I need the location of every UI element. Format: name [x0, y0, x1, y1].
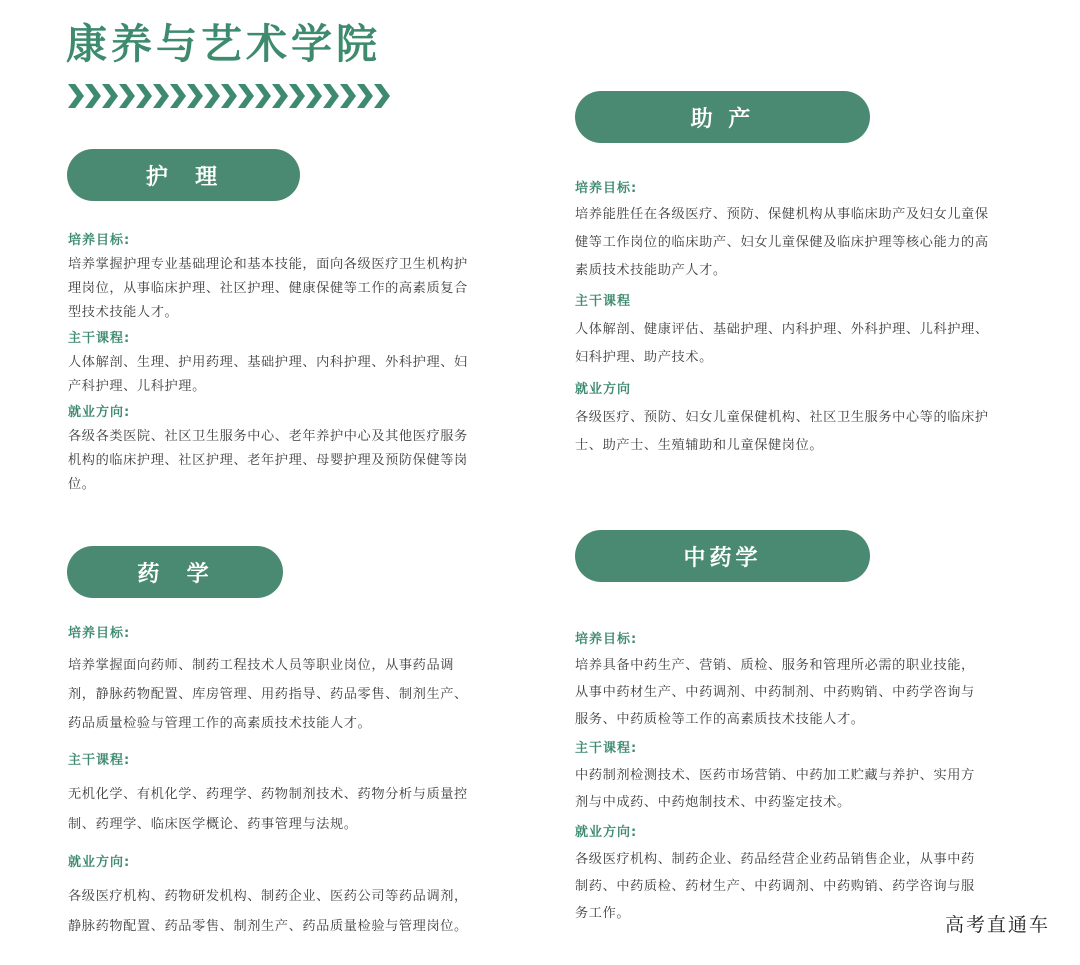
- courses-label: 主干课程:: [68, 331, 131, 346]
- career-label: 就业方向:: [575, 825, 638, 840]
- courses-label: 主干课程:: [575, 741, 638, 756]
- goal-label: 培养目标:: [575, 632, 638, 647]
- goal-text: 培养掌握面向药师、制药工程技术人员等职业岗位，从事药品调剂，静脉药物配置、库房管理、用药指导、药品零售、制剂生产、药品质量检验与管理工作的高素质技术技能人才。: [68, 658, 468, 731]
- watermark-text: 高考直通车: [944, 914, 1050, 936]
- program-name: 中药学: [683, 545, 762, 571]
- courses-text: 人体解剖、健康评估、基础护理、内科护理、外科护理、儿科护理、妇科护理、助产技术。: [575, 322, 989, 365]
- goal-text: 培养掌握护理专业基础理论和基本技能，面向各级医疗卫生机构护理岗位，从事临床护理、社区护理、健康保健等工作的高素质复合型技术技能人才。: [68, 257, 468, 320]
- career-label: 就业方向:: [68, 405, 131, 420]
- program-header-tcm-pharmacy: [575, 530, 870, 582]
- courses-label: 主干课程: [575, 294, 632, 309]
- courses-label: 主干课程:: [68, 753, 131, 768]
- career-text: 各级医疗机构、药物研发机构、制药企业、医药公司等药品调剂，静脉药物配置、药品零售、制剂生产、药品质量检验与管理岗位。: [68, 889, 468, 934]
- program-name: 药 学: [137, 561, 213, 587]
- career-text: 各级医疗、预防、妇女儿童保健机构、社区卫生服务中心等的临床护士、助产士、生殖辅助和儿童保健岗位。: [575, 410, 989, 453]
- career-label: 就业方向: [575, 382, 632, 397]
- career-label: 就业方向:: [68, 855, 131, 870]
- goal-label: 培养目标:: [68, 626, 131, 641]
- chevron-arrows-decoration: [68, 84, 391, 108]
- program-name: 护 理: [145, 164, 222, 190]
- courses-text: 无机化学、有机化学、药理学、药物制剂技术、药物分析与质量控制、药理学、临床医学概论、药事管理与法规。: [68, 787, 468, 832]
- program-name: 助 产: [690, 106, 755, 132]
- program-header-nursing: [67, 149, 300, 201]
- goal-text: 培养具备中药生产、营销、质检、服务和管理所必需的职业技能，从事中药材生产、中药调剂、中药制剂、中药购销、中药学咨询与服务、中药质检等工作的高素质技术技能人才。: [575, 658, 975, 727]
- career-text: 各级各类医院、社区卫生服务中心、老年养护中心及其他医疗服务机构的临床护理、社区护理、老年护理、母婴护理及预防保健等岗位。: [68, 429, 468, 492]
- program-section-midwifery: [575, 180, 995, 460]
- program-section-tcm-pharmacy: [575, 631, 985, 927]
- courses-text: 中药制剂检测技术、医药市场营销、中药加工贮藏与养护、实用方剂与中成药、中药炮制技术、中药鉴定技术。: [575, 768, 975, 810]
- goal-label: 培养目标:: [575, 181, 638, 196]
- goal-text: 培养能胜任在各级医疗、预防、保健机构从事临床助产及妇女儿童保健等工作岗位的临床助产、妇女儿童保健及临床护理等核心能力的高素质技术技能助产人才。: [575, 207, 989, 278]
- courses-text: 人体解剖、生理、护用药理、基础护理、内科护理、外科护理、妇产科护理、儿科护理。: [68, 355, 468, 394]
- program-section-pharmacy: [68, 625, 480, 942]
- program-section-nursing: [68, 232, 476, 497]
- program-header-midwifery: [575, 91, 870, 143]
- college-title: 康养与艺术学院: [66, 20, 381, 68]
- program-header-pharmacy: [67, 546, 283, 598]
- goal-label: 培养目标:: [68, 233, 131, 248]
- career-text: 各级医疗机构、制药企业、药品经营企业药品销售企业，从事中药制药、中药质检、药材生产、中药调剂、中药购销、药学咨询与服务工作。: [575, 852, 975, 921]
